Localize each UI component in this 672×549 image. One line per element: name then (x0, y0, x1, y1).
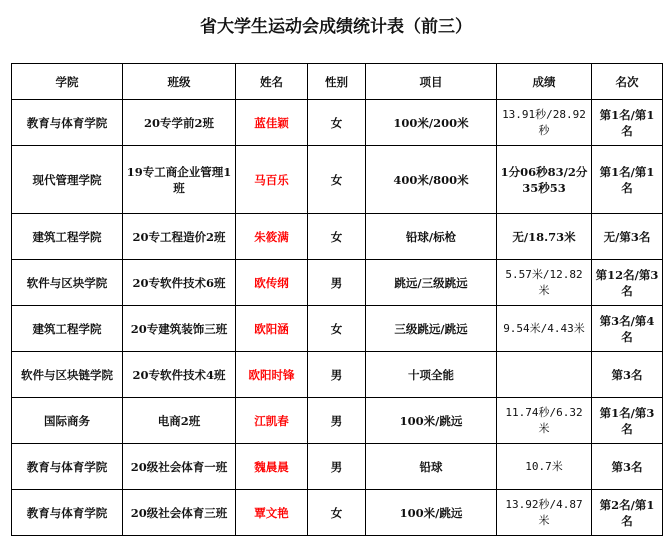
rank-cell: 第1名/第3名 (592, 398, 663, 444)
college-cell: 教育与体育学院 (12, 100, 123, 146)
table-row (12, 306, 663, 352)
gender-cell: 女 (308, 146, 366, 214)
class-cell: 20级社会体育三班 (123, 490, 236, 536)
name-cell: 马百乐 (236, 146, 308, 214)
results-table (11, 63, 663, 536)
table-row (12, 352, 663, 398)
gender-cell: 男 (308, 444, 366, 490)
table-row (12, 146, 663, 214)
event-cell: 100米/200米 (366, 100, 497, 146)
college-cell: 国际商务 (12, 398, 123, 444)
class-cell: 19专工商企业管理1班 (123, 146, 236, 214)
name-cell: 欧阳时锋 (236, 352, 308, 398)
class-cell: 20级社会体育一班 (123, 444, 236, 490)
gender-cell: 男 (308, 260, 366, 306)
event-cell: 十项全能 (366, 352, 497, 398)
rank-cell: 无/第3名 (592, 214, 663, 260)
gender-cell: 女 (308, 306, 366, 352)
result-cell: 无/18.73米 (497, 214, 592, 260)
rank-cell: 第1名/第1名 (592, 146, 663, 214)
college-cell: 教育与体育学院 (12, 444, 123, 490)
event-cell: 铅球 (366, 444, 497, 490)
class-cell: 20专工程造价2班 (123, 214, 236, 260)
gender-cell: 女 (308, 214, 366, 260)
event-cell: 三级跳远/跳远 (366, 306, 497, 352)
class-cell: 20专学前2班 (123, 100, 236, 146)
header-name: 姓名 (236, 64, 308, 100)
event-cell: 100米/跳远 (366, 398, 497, 444)
rank-cell: 第3名/第4名 (592, 306, 663, 352)
event-cell: 100米/跳远 (366, 490, 497, 536)
result-cell: 13.92秒/4.87米 (497, 490, 592, 536)
name-cell: 欧阳涵 (236, 306, 308, 352)
college-cell: 软件与区块链学院 (12, 352, 123, 398)
rank-cell: 第3名 (592, 352, 663, 398)
result-cell: 9.54米/4.43米 (497, 306, 592, 352)
result-cell: 5.57米/12.82米 (497, 260, 592, 306)
class-cell: 20专建筑装饰三班 (123, 306, 236, 352)
result-cell: 10.7米 (497, 444, 592, 490)
gender-cell: 男 (308, 352, 366, 398)
table-row (12, 398, 663, 444)
header-event: 项目 (366, 64, 497, 100)
name-cell: 朱筱满 (236, 214, 308, 260)
header-gender: 性别 (308, 64, 366, 100)
college-cell: 建筑工程学院 (12, 306, 123, 352)
rank-cell: 第1名/第1名 (592, 100, 663, 146)
college-cell: 教育与体育学院 (12, 490, 123, 536)
class-cell: 20专软件技术4班 (123, 352, 236, 398)
result-cell: 11.74秒/6.32米 (497, 398, 592, 444)
college-cell: 软件与区块学院 (12, 260, 123, 306)
class-cell: 电商2班 (123, 398, 236, 444)
name-cell: 覃文艳 (236, 490, 308, 536)
college-cell: 现代管理学院 (12, 146, 123, 214)
header-college: 学院 (12, 64, 123, 100)
rank-cell: 第12名/第3名 (592, 260, 663, 306)
college-cell: 建筑工程学院 (12, 214, 123, 260)
result-cell: 1分06秒83/2分35秒53 (497, 146, 592, 214)
event-cell: 铅球/标枪 (366, 214, 497, 260)
name-cell: 江凯春 (236, 398, 308, 444)
page-title: 省大学生运动会成绩统计表（前三） (200, 17, 472, 37)
event-cell: 跳远/三级跳远 (366, 260, 497, 306)
rank-cell: 第3名 (592, 444, 663, 490)
table-row (12, 214, 663, 260)
name-cell: 欧传纲 (236, 260, 308, 306)
table-row (12, 490, 663, 536)
class-cell: 20专软件技术6班 (123, 260, 236, 306)
header-result: 成绩 (497, 64, 592, 100)
name-cell: 蓝佳颖 (236, 100, 308, 146)
header-class: 班级 (123, 64, 236, 100)
gender-cell: 男 (308, 398, 366, 444)
name-cell: 魏晨晨 (236, 444, 308, 490)
result-cell: 13.91秒/28.92秒 (497, 100, 592, 146)
table-row (12, 444, 663, 490)
table-row (12, 260, 663, 306)
event-cell: 400米/800米 (366, 146, 497, 214)
result-cell (497, 352, 592, 398)
header-rank: 名次 (592, 64, 663, 100)
header-row (12, 64, 663, 100)
gender-cell: 女 (308, 490, 366, 536)
table-row (12, 100, 663, 146)
rank-cell: 第2名/第1名 (592, 490, 663, 536)
gender-cell: 女 (308, 100, 366, 146)
